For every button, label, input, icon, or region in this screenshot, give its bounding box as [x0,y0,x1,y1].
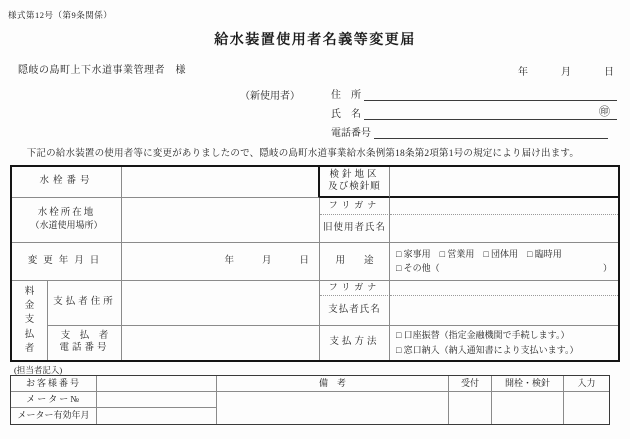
usage-options-line2 [396,263,612,274]
payer-group-char-4: 払 [24,329,35,340]
change-date-year: 年 [224,255,234,266]
page-title: 給水装置使用者名義等変更届 [214,33,416,48]
office-use-caption: (担当者記入) [14,365,63,375]
usage-other-option: □ その他（ [396,263,440,273]
reading-district-value [390,167,618,198]
reception-header: 受付 [449,376,492,392]
customer-number-value [97,376,217,392]
tap-number-label: 水栓番号 [12,167,122,198]
payment-method-label: 支払方法 [320,326,390,360]
payer-phone-value [122,326,320,360]
new-user-name-row [331,105,617,120]
remarks-value [217,392,449,424]
payer-name-label: 支払者氏名 [320,296,390,326]
old-user-name-value [390,215,618,243]
payer-group-char-3: 支 [24,315,35,326]
reading-district-line2: 及び検針順 [328,181,381,192]
payer-group-char-1: 料 [24,286,35,297]
name-label: 氏 名 [331,109,361,120]
office-table [10,375,610,425]
old-user-name-label: 旧使用者氏名 [320,215,390,243]
payer-group-char-5: 者 [24,343,35,354]
payer-phone-label [48,326,122,360]
new-user-caption: （新使用者） [240,91,300,102]
open-meter-value [492,392,564,424]
payer-phone-line1: 支 払 者 [60,331,109,342]
tap-location-label [12,198,122,243]
header-date [518,63,614,78]
payer-address-value [122,281,320,326]
reading-district-label [320,167,390,198]
open-meter-header: 開栓・検針 [492,376,564,392]
header-date-year: 年 [518,67,528,78]
usage-options [390,243,618,281]
payment-option-counter: □ 窓口納入（納入通知書により支払います。） [396,344,579,355]
remarks-header: 備 考 [217,376,449,392]
tap-location-line1: 水栓所在地 [37,208,96,219]
tap-location-value [122,198,320,243]
payer-furigana-label: フリガナ [320,281,390,296]
payment-method-options [390,326,618,360]
declaration-text: 下記の給水装置の使用者等に変更がありましたので、隠岐の島町水道事業給水条例第18条第2項第1号の規定により届け出ます。 [17,149,580,159]
input-header: 入力 [564,376,609,392]
tap-number-value [122,167,320,198]
meter-number-value [97,392,217,408]
input-value [564,392,609,424]
address-label: 住 所 [331,90,361,101]
new-user-address-row [331,86,617,101]
header-date-month: 月 [561,67,571,78]
change-date-value [122,243,320,281]
change-date-day: 日 [299,255,309,266]
payment-option-bank-transfer: □ 口座振替（指定金融機関で手続します。） [396,330,570,341]
usage-other-close-paren: ） [602,263,612,273]
address-fill-line [364,88,617,101]
header-date-day: 日 [604,67,614,78]
phone-fill-line [374,126,608,139]
tap-location-line2: （水道使用場所） [30,220,103,231]
seal-mark-icon: ㊞ [599,106,610,118]
customer-number-label: お客様番号 [11,376,97,392]
meter-number-label: メーター№ [11,392,97,408]
form-number: 様式第12号（第9条関係） [8,10,113,20]
usage-options-line1: □ 家事用 □ 営業用 □ 団体用 □ 臨時用 [396,248,562,259]
old-user-furigana-label: フリガナ [320,198,390,215]
change-date-month: 月 [261,255,272,266]
payer-name-value [390,296,618,326]
meter-expiry-value [97,408,217,424]
new-user-phone-row [331,124,608,139]
payer-address-label: 支払者住所 [48,281,122,326]
name-fill-line [364,107,617,120]
usage-label: 用 途 [320,243,390,281]
payer-group-label [12,281,48,360]
change-date-label: 変更年月日 [12,243,122,281]
payer-group-char-2: 金 [24,301,35,312]
old-user-furigana-value [390,198,618,215]
payer-furigana-value [390,281,618,296]
meter-expiry-label: メーター有効年月 [11,408,97,424]
reception-value [449,392,492,424]
addressee: 隠岐の島町上下水道事業管理者 様 [18,65,186,76]
reading-district-line1: 検針地区 [329,169,380,180]
phone-label: 電話番号 [331,128,371,139]
main-table [10,165,620,362]
payer-phone-line2: 電話番号 [59,343,110,353]
